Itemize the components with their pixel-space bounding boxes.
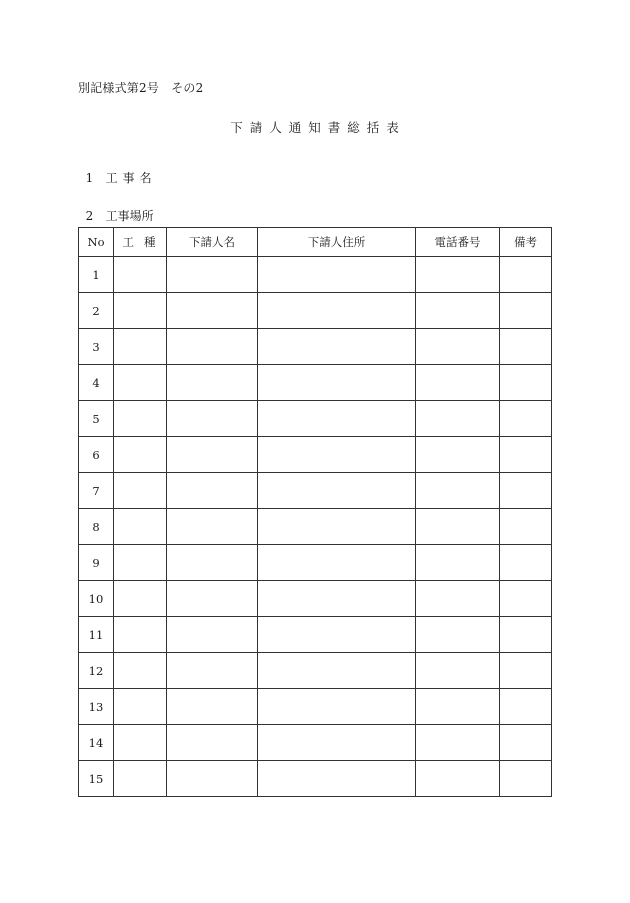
row-number: 5: [79, 401, 114, 437]
table-row: [79, 329, 552, 365]
remarks-cell[interactable]: [500, 653, 552, 689]
row-number: 1: [79, 257, 114, 293]
remarks-cell[interactable]: [500, 437, 552, 473]
subcontractor-address-cell[interactable]: [258, 545, 416, 581]
kind-cell[interactable]: [114, 509, 167, 545]
kind-cell[interactable]: [114, 581, 167, 617]
row-number: 7: [79, 473, 114, 509]
subcontractor-name-cell[interactable]: [167, 257, 258, 293]
table-header-row: [79, 228, 552, 257]
field-label: 工事名: [105, 171, 157, 185]
row-number: 3: [79, 329, 114, 365]
table-row: [79, 581, 552, 617]
row-number: 13: [79, 689, 114, 725]
subcontractor-name-cell[interactable]: [167, 293, 258, 329]
phone-cell[interactable]: [416, 653, 500, 689]
subcontractor-address-cell[interactable]: [258, 509, 416, 545]
phone-cell[interactable]: [416, 689, 500, 725]
remarks-cell[interactable]: [500, 509, 552, 545]
subcontractor-name-cell[interactable]: [167, 437, 258, 473]
table-row: [79, 617, 552, 653]
subcontractor-name-cell[interactable]: [167, 401, 258, 437]
field-label: 工事場所: [105, 209, 154, 223]
remarks-cell[interactable]: [500, 365, 552, 401]
subcontractor-name-cell[interactable]: [167, 545, 258, 581]
remarks-cell[interactable]: [500, 329, 552, 365]
subcontractor-summary-table: [78, 227, 552, 797]
kind-cell[interactable]: [114, 329, 167, 365]
table-row: [79, 545, 552, 581]
phone-cell[interactable]: [416, 581, 500, 617]
row-number: 8: [79, 509, 114, 545]
subcontractor-address-cell[interactable]: [258, 365, 416, 401]
table-row: [79, 257, 552, 293]
remarks-cell[interactable]: [500, 725, 552, 761]
row-number: 2: [79, 293, 114, 329]
table-row: [79, 293, 552, 329]
phone-cell[interactable]: [416, 545, 500, 581]
subcontractor-address-cell[interactable]: [258, 617, 416, 653]
subcontractor-name-cell[interactable]: [167, 365, 258, 401]
kind-cell[interactable]: [114, 437, 167, 473]
subcontractor-address-cell[interactable]: [258, 437, 416, 473]
kind-cell[interactable]: [114, 545, 167, 581]
remarks-cell[interactable]: [500, 545, 552, 581]
subcontractor-address-cell[interactable]: [258, 761, 416, 797]
form-reference: 別記様式第2号 その2: [78, 81, 204, 95]
remarks-cell[interactable]: [500, 293, 552, 329]
phone-cell[interactable]: [416, 365, 500, 401]
kind-cell[interactable]: [114, 365, 167, 401]
column-header-phone: 電話番号: [416, 228, 500, 257]
subcontractor-name-cell[interactable]: [167, 617, 258, 653]
phone-cell[interactable]: [416, 437, 500, 473]
table-row: [79, 401, 552, 437]
document-title: 下請人通知書総括表: [230, 120, 406, 135]
subcontractor-address-cell[interactable]: [258, 581, 416, 617]
phone-cell[interactable]: [416, 617, 500, 653]
field-number: 2: [85, 209, 94, 223]
phone-cell[interactable]: [416, 725, 500, 761]
table-row: [79, 509, 552, 545]
subcontractor-name-cell[interactable]: [167, 725, 258, 761]
subcontractor-address-cell[interactable]: [258, 473, 416, 509]
subcontractor-address-cell[interactable]: [258, 653, 416, 689]
kind-cell[interactable]: [114, 293, 167, 329]
subcontractor-address-cell[interactable]: [258, 329, 416, 365]
phone-cell[interactable]: [416, 329, 500, 365]
phone-cell[interactable]: [416, 257, 500, 293]
column-header-no: No: [79, 228, 114, 257]
subcontractor-name-cell[interactable]: [167, 581, 258, 617]
kind-cell[interactable]: [114, 617, 167, 653]
kind-cell[interactable]: [114, 725, 167, 761]
column-header-subcontractor-name: 下請人名: [167, 228, 258, 257]
table-row: [79, 473, 552, 509]
row-number: 11: [79, 617, 114, 653]
subcontractor-name-cell[interactable]: [167, 329, 258, 365]
remarks-cell[interactable]: [500, 617, 552, 653]
subcontractor-name-cell[interactable]: [167, 689, 258, 725]
table-body: [79, 257, 552, 797]
row-number: 10: [79, 581, 114, 617]
row-number: 12: [79, 653, 114, 689]
remarks-cell[interactable]: [500, 761, 552, 797]
table-row: [79, 365, 552, 401]
subcontractor-name-cell[interactable]: [167, 761, 258, 797]
field-number: 1: [85, 171, 94, 185]
row-number: 14: [79, 725, 114, 761]
phone-cell[interactable]: [416, 401, 500, 437]
subcontractor-address-cell[interactable]: [258, 293, 416, 329]
subcontractor-name-cell[interactable]: [167, 653, 258, 689]
subcontractor-name-cell[interactable]: [167, 509, 258, 545]
remarks-cell[interactable]: [500, 689, 552, 725]
phone-cell[interactable]: [416, 761, 500, 797]
remarks-cell[interactable]: [500, 401, 552, 437]
subcontractor-address-cell[interactable]: [258, 257, 416, 293]
table-row: [79, 437, 552, 473]
remarks-cell[interactable]: [500, 473, 552, 509]
kind-cell[interactable]: [114, 761, 167, 797]
subcontractor-address-cell[interactable]: [258, 401, 416, 437]
phone-cell[interactable]: [416, 509, 500, 545]
row-number: 15: [79, 761, 114, 797]
remarks-cell[interactable]: [500, 257, 552, 293]
phone-cell[interactable]: [416, 473, 500, 509]
row-number: 4: [79, 365, 114, 401]
kind-cell[interactable]: [114, 689, 167, 725]
table-row: [79, 689, 552, 725]
table-row: [79, 761, 552, 797]
row-number: 9: [79, 545, 114, 581]
column-header-remarks: 備考: [500, 228, 552, 257]
kind-cell[interactable]: [114, 257, 167, 293]
remarks-cell[interactable]: [500, 581, 552, 617]
column-header-subcontractor-address: 下請人住所: [258, 228, 416, 257]
column-header-kind: 工種: [114, 228, 167, 257]
subcontractor-address-cell[interactable]: [258, 725, 416, 761]
kind-cell[interactable]: [114, 401, 167, 437]
kind-cell[interactable]: [114, 473, 167, 509]
table-row: [79, 653, 552, 689]
kind-cell[interactable]: [114, 653, 167, 689]
subcontractor-address-cell[interactable]: [258, 689, 416, 725]
table-row: [79, 725, 552, 761]
subcontractor-name-cell[interactable]: [167, 473, 258, 509]
phone-cell[interactable]: [416, 293, 500, 329]
row-number: 6: [79, 437, 114, 473]
